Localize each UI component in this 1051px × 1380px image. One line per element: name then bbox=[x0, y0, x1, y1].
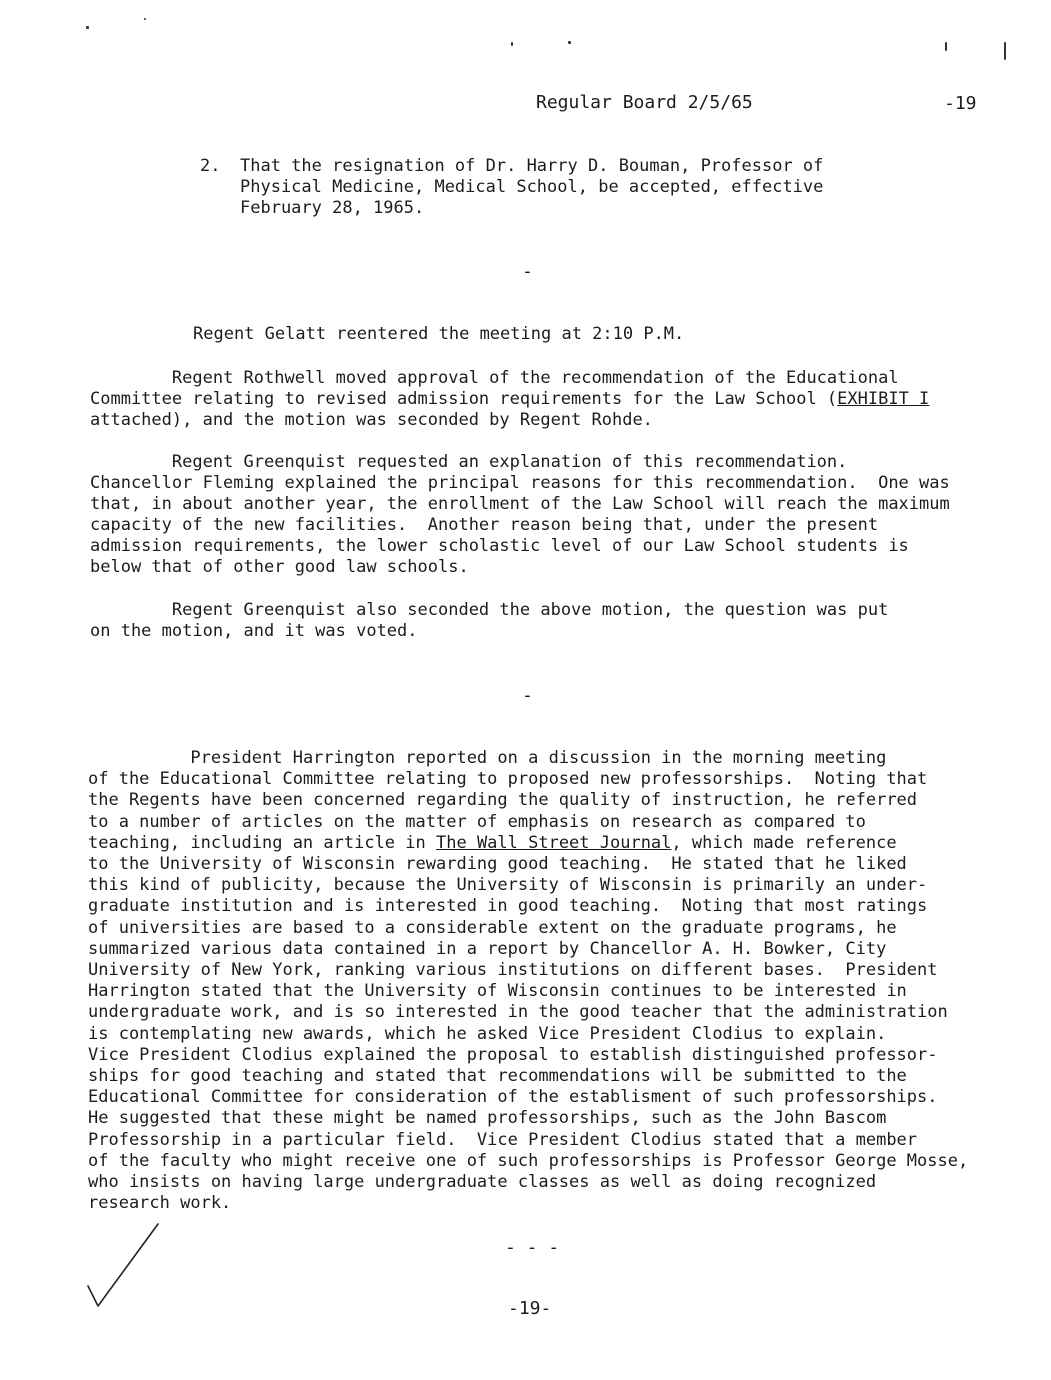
paragraph-line: of universities are based to a considerable extent on the graduate programs, he bbox=[88, 917, 897, 938]
scan-speck bbox=[511, 42, 513, 46]
paragraph-line: Committee relating to revised admission requirements for the Law School ( bbox=[90, 389, 838, 409]
item-number: 2. bbox=[200, 156, 221, 176]
paragraph-greenquist-seconded bbox=[90, 600, 888, 642]
paragraph-line: capacity of the new facilities. Another reason being that, under the present bbox=[90, 515, 879, 535]
paragraph-line: teaching, including an article in bbox=[88, 832, 436, 853]
paragraph-line: the Regents have been concerned regarding the quality of instruction, he referred bbox=[88, 790, 918, 811]
scan-speck bbox=[86, 26, 89, 29]
handwritten-checkmark bbox=[84, 1220, 174, 1320]
paragraph-line: He suggested that these might be named professorships, such as the John Bascom bbox=[88, 1108, 887, 1129]
paragraph-line: Regent Greenquist also seconded the above motion, the question was put bbox=[171, 600, 889, 620]
section-separator: - - - bbox=[505, 1237, 560, 1258]
section-separator: - bbox=[522, 685, 533, 706]
footer-page-number: -19- bbox=[508, 1298, 552, 1319]
publication-title: The Wall Street Journal bbox=[436, 832, 672, 853]
paragraph-line: , which made reference bbox=[671, 832, 897, 853]
item-line: Physical Medicine, Medical School, be accepted, effective bbox=[240, 177, 824, 197]
paragraph-line: University of New York, ranking various institutions on different bases. President bbox=[88, 960, 938, 981]
paragraph-gelatt: Regent Gelatt reentered the meeting at 2:10 P.M. bbox=[193, 324, 685, 344]
item-line: February 28, 1965. bbox=[240, 198, 425, 218]
paragraph-line: research work. bbox=[88, 1193, 232, 1214]
header-meeting-date: Regular Board 2/5/65 bbox=[536, 92, 753, 113]
paragraph-line: to the University of Wisconsin rewarding good teaching. He stated that he liked bbox=[88, 854, 907, 875]
paragraph-line: Regent Rothwell moved approval of the recommendation of the Educational bbox=[171, 368, 899, 388]
section-separator: - bbox=[522, 261, 533, 282]
paragraph-line: summarized various data contained in a report by Chancellor A. H. Bowker, City bbox=[88, 938, 887, 959]
paragraph-line: to a number of articles on the matter of emphasis on research as compared to bbox=[88, 811, 866, 832]
paragraph-line: undergraduate work, and is so interested in the good teacher that the administration bbox=[88, 1002, 948, 1023]
resignation-item bbox=[240, 156, 823, 219]
header-page-number: -19 bbox=[944, 93, 977, 114]
paragraph-line: Educational Committee for consideration of the establisment of such professorships. bbox=[88, 1087, 938, 1108]
paragraph-line: Chancellor Fleming explained the principal reasons for this recommendation. One was bbox=[90, 473, 950, 493]
paragraph-line: who insists on having large undergraduate classes as well as doing recognized bbox=[88, 1172, 877, 1193]
scan-speck bbox=[1004, 42, 1006, 60]
paragraph-harrington bbox=[88, 748, 968, 1214]
scan-speck bbox=[568, 41, 571, 44]
item-line: That the resignation of Dr. Harry D. Bouman, Professor of bbox=[240, 156, 824, 176]
paragraph-line: below that of other good law schools. bbox=[90, 557, 469, 577]
paragraph-line: this kind of publicity, because the University of Wisconsin is primarily an under- bbox=[88, 875, 928, 896]
paragraph-line: of the Educational Committee relating to proposed new professorships. Noting that bbox=[88, 769, 928, 790]
paragraph-line: is contemplating new awards, which he asked Vice President Clodius to explain. bbox=[88, 1023, 887, 1044]
paragraph-line: on the motion, and it was voted. bbox=[90, 621, 418, 641]
paragraph-line: attached), and the motion was seconded by Regent Rohde. bbox=[90, 410, 653, 430]
paragraph-line: Vice President Clodius explained the proposal to establish distinguished professor- bbox=[88, 1044, 938, 1065]
paragraph-line: that, in about another year, the enrollment of the Law School will reach the maximum bbox=[90, 494, 950, 514]
paragraph-line: admission requirements, the lower scholastic level of our Law School students is bbox=[90, 536, 909, 556]
exhibit-reference: EXHIBIT I bbox=[837, 389, 930, 409]
scan-speck bbox=[945, 42, 947, 51]
paragraph-line: of the faculty who might receive one of such professorships is Professor George Mosse, bbox=[88, 1150, 969, 1171]
paragraph-line: ships for good teaching and stated that recommendations will be submitted to the bbox=[88, 1066, 907, 1087]
paragraph-line: Harrington stated that the University of Wisconsin continues to be interested in bbox=[88, 981, 907, 1002]
paragraph-line: Regent Greenquist requested an explanation of this recommendation. bbox=[171, 452, 848, 472]
paragraph-greenquist-explanation bbox=[90, 452, 950, 578]
paragraph-line: graduate institution and is interested in good teaching. Noting that most ratings bbox=[88, 896, 928, 917]
paragraph-rothwell bbox=[90, 368, 929, 431]
scan-speck bbox=[144, 18, 146, 20]
paragraph-line: President Harrington reported on a discussion in the morning meeting bbox=[190, 748, 887, 768]
paragraph-line: Professorship in a particular field. Vice President Clodius stated that a member bbox=[88, 1129, 918, 1150]
